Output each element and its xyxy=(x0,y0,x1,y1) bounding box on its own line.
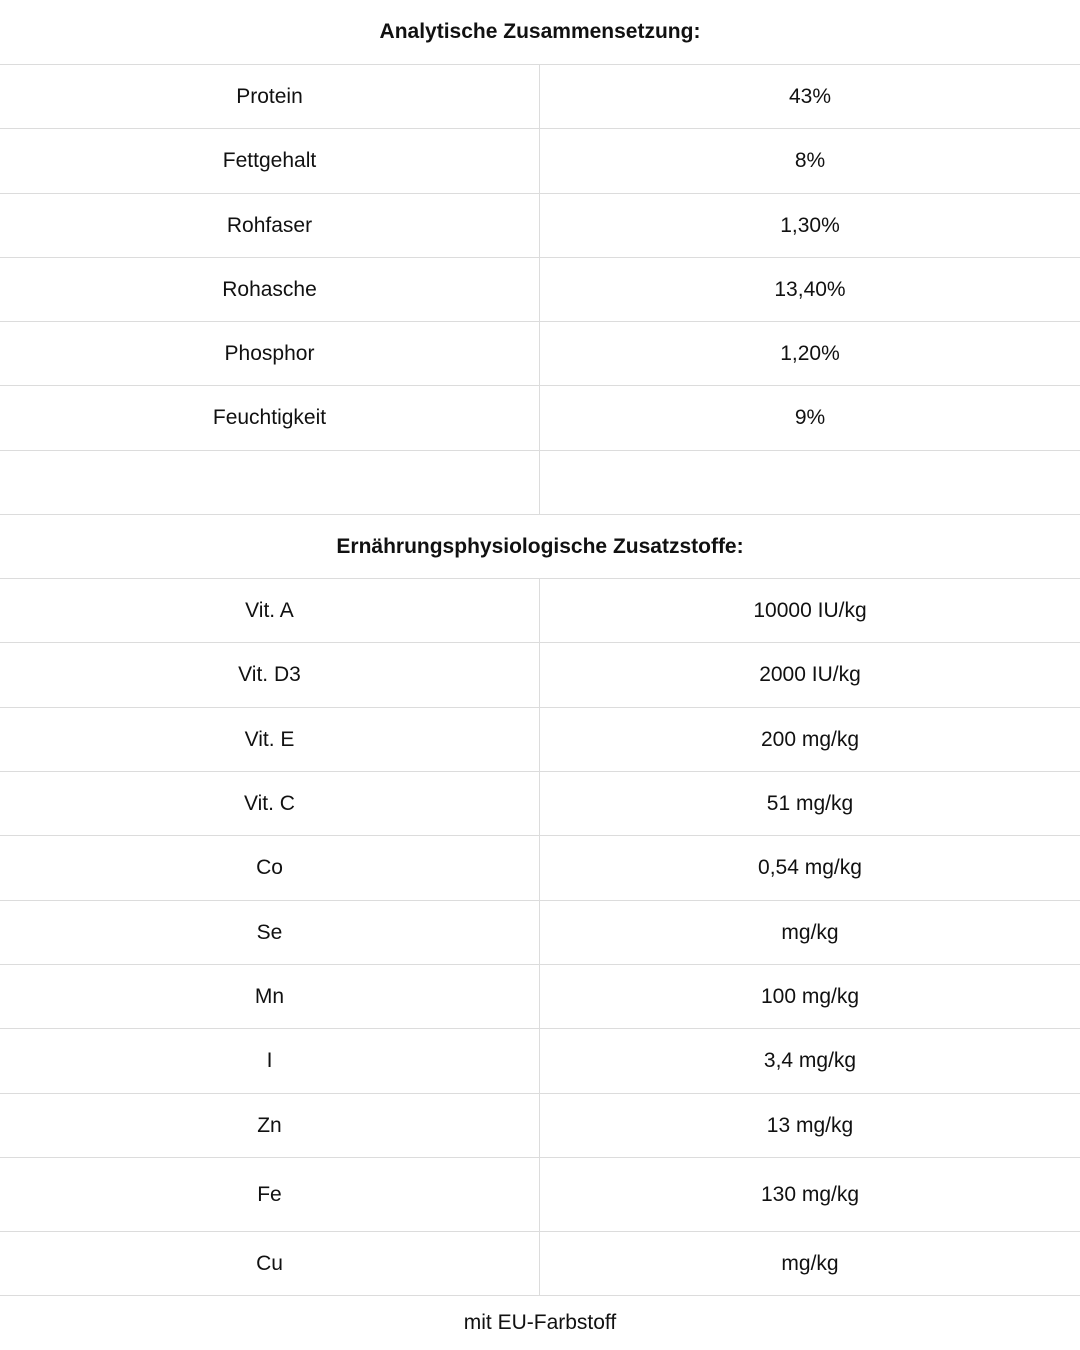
row-value: mg/kg xyxy=(781,1251,839,1275)
row-label: Rohasche xyxy=(0,258,540,321)
row-value: 2000 IU/kg xyxy=(759,663,861,686)
footer-note: mit EU-Farbstoff xyxy=(463,1311,617,1334)
row-value: 9% xyxy=(794,406,826,429)
row-value: 13 mg/kg xyxy=(766,1113,854,1137)
row-value: 13,40% xyxy=(774,277,846,301)
row-label: Vit. D3 xyxy=(0,643,540,707)
table-row xyxy=(0,321,1080,385)
table-row xyxy=(0,1231,1080,1295)
row-value: 200 mg/kg xyxy=(760,727,860,751)
section-header-row xyxy=(0,0,1080,64)
row-value: 51 mg/kg xyxy=(766,791,854,815)
row-label: Fettgehalt xyxy=(0,129,540,193)
table-row xyxy=(0,64,1080,128)
table-row xyxy=(0,835,1080,900)
row-label: Protein xyxy=(0,65,540,128)
table-row xyxy=(0,578,1080,642)
row-label: Zn xyxy=(0,1094,540,1157)
footer-row xyxy=(0,1295,1080,1350)
row-value: 130 mg/kg xyxy=(760,1182,860,1206)
row-value: 3,4 mg/kg xyxy=(763,1049,857,1072)
row-value: 100 mg/kg xyxy=(760,984,860,1008)
row-value: 1,30% xyxy=(780,213,840,237)
section-header-row xyxy=(0,514,1080,578)
row-label: Phosphor xyxy=(0,322,540,385)
table-row xyxy=(0,1093,1080,1157)
table-row xyxy=(0,707,1080,771)
row-label: Co xyxy=(0,836,540,900)
row-value xyxy=(540,451,1080,514)
table-row xyxy=(0,1028,1080,1093)
row-value: mg/kg xyxy=(781,920,839,944)
row-value: 43% xyxy=(788,84,832,108)
table-row xyxy=(0,193,1080,257)
section-title-additives: Ernährungsphysiologische Zusatzstoffe: xyxy=(336,534,744,558)
table-row xyxy=(0,257,1080,321)
row-label: Cu xyxy=(0,1232,540,1295)
row-label: Feuchtigkeit xyxy=(0,386,540,450)
row-value: 10000 IU/kg xyxy=(753,598,867,622)
table-row xyxy=(0,1157,1080,1231)
row-label: Rohfaser xyxy=(0,194,540,257)
table-row xyxy=(0,771,1080,835)
table-row-empty xyxy=(0,450,1080,514)
row-label xyxy=(0,451,540,514)
row-label: Fe xyxy=(0,1158,540,1231)
row-label: I xyxy=(0,1029,540,1093)
table-row xyxy=(0,128,1080,193)
row-label: Mn xyxy=(0,965,540,1028)
row-label: Vit. C xyxy=(0,772,540,835)
row-value: 0,54 mg/kg xyxy=(758,856,862,879)
section-title-analytical: Analytische Zusammensetzung: xyxy=(379,20,701,43)
row-value: 1,20% xyxy=(780,341,840,365)
row-label: Vit. A xyxy=(0,579,540,642)
row-value: 8% xyxy=(794,149,826,172)
table-row xyxy=(0,385,1080,450)
table-row xyxy=(0,900,1080,964)
row-label: Se xyxy=(0,901,540,964)
table-row xyxy=(0,642,1080,707)
table-row xyxy=(0,964,1080,1028)
row-label: Vit. E xyxy=(0,708,540,771)
